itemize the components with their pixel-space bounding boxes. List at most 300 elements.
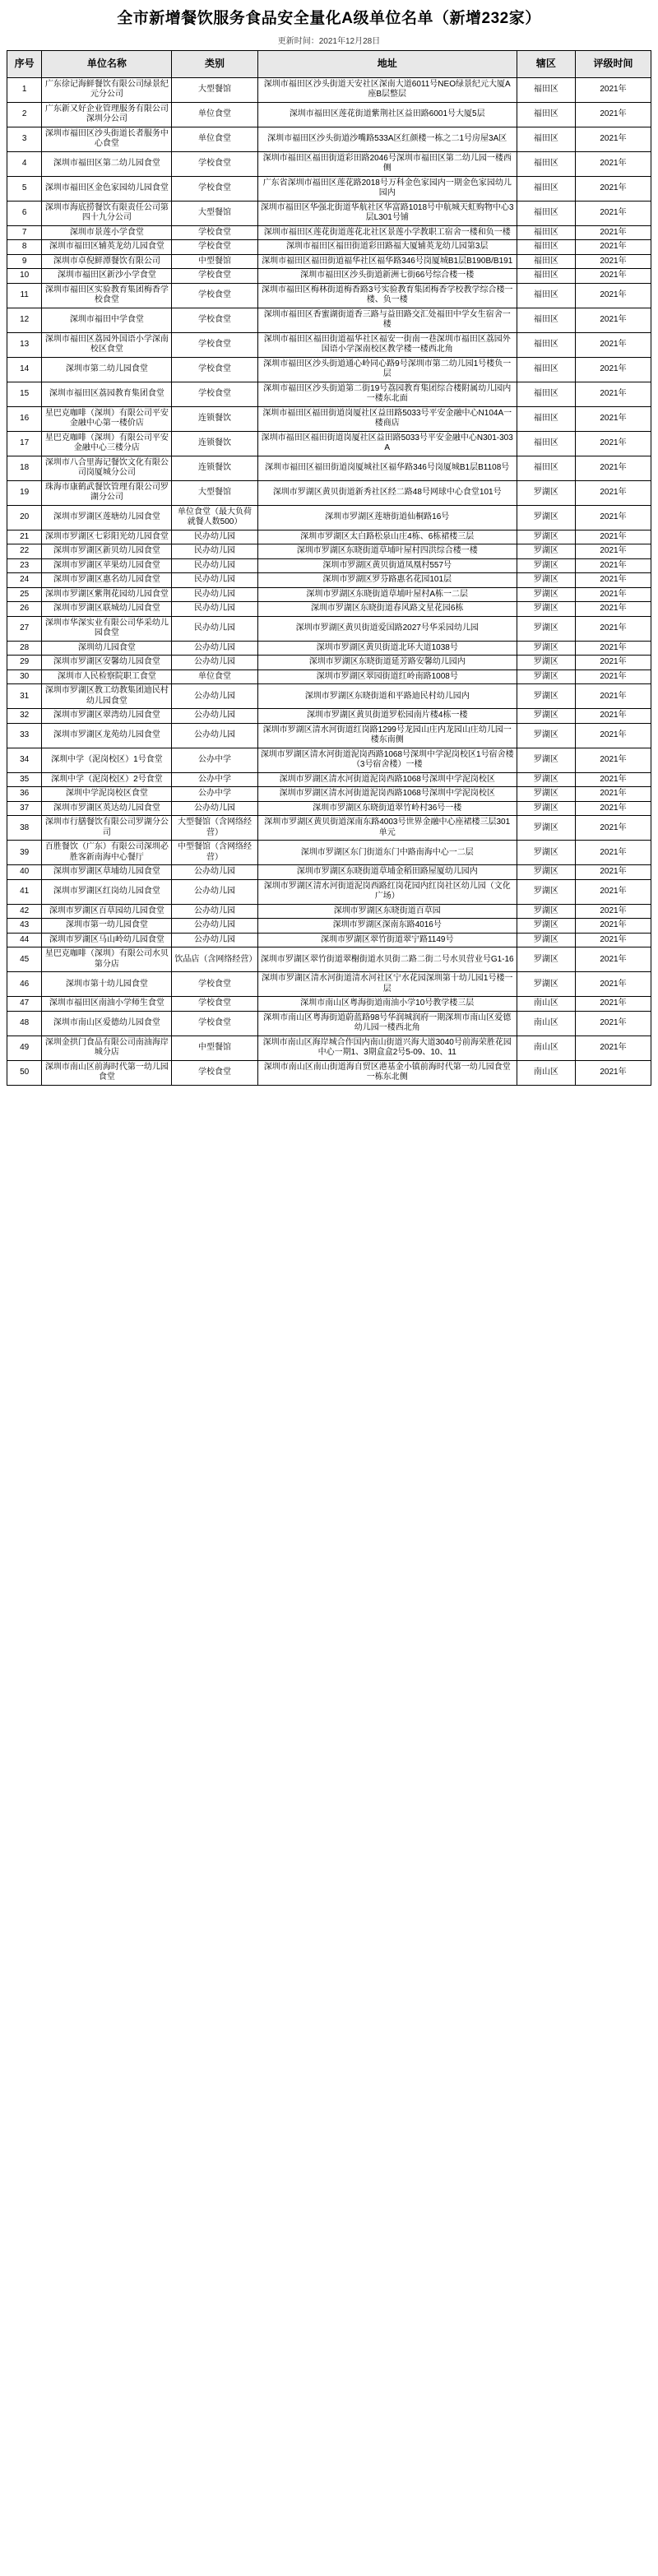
column-header-address: 地址 <box>257 50 517 77</box>
cell-unit-name: 深圳市八合里海记餐饮文化有限公司岗厦城分公司 <box>42 456 172 480</box>
cell-category: 单位食堂 <box>172 102 257 127</box>
cell-rating-time: 2021年 <box>576 573 651 588</box>
cell-index: 15 <box>7 382 42 406</box>
cell-district: 罗湖区 <box>517 505 575 530</box>
cell-index: 26 <box>7 602 42 617</box>
cell-category: 学校食堂 <box>172 283 257 308</box>
table-row <box>7 1060 651 1085</box>
table-row <box>7 1011 651 1035</box>
cell-category: 民办幼儿园 <box>172 573 257 588</box>
cell-address: 深圳市福田区沙头街道通心岭同心路9号深圳市第二幼儿园1号楼负一层 <box>257 357 517 382</box>
cell-rating-time: 2021年 <box>576 947 651 972</box>
cell-category: 公办幼儿园 <box>172 879 257 904</box>
cell-unit-name: 深圳市华深实业有限公司华采幼儿园食堂 <box>42 616 172 641</box>
cell-category: 学校食堂 <box>172 972 257 997</box>
cell-district: 南山区 <box>517 1060 575 1085</box>
units-table <box>7 50 651 1086</box>
cell-index: 17 <box>7 431 42 456</box>
cell-index: 10 <box>7 269 42 284</box>
cell-category: 公办幼儿园 <box>172 684 257 709</box>
cell-rating-time: 2021年 <box>576 176 651 201</box>
cell-address: 深圳市罗湖区翠园街道红岭南路1008号 <box>257 669 517 684</box>
cell-district: 福田区 <box>517 283 575 308</box>
table-row <box>7 357 651 382</box>
cell-address: 深圳市福田区福田街道岗厦社区益田路5033号平安金融中心N301-303A <box>257 431 517 456</box>
cell-category: 学校食堂 <box>172 308 257 332</box>
cell-index: 21 <box>7 530 42 544</box>
cell-address: 深圳市福田区莲花街道莲花北社区景莲小学教职工宿舍一楼和负一楼 <box>257 225 517 240</box>
table-row <box>7 772 651 787</box>
cell-district: 南山区 <box>517 997 575 1012</box>
cell-index: 4 <box>7 151 42 176</box>
cell-rating-time: 2021年 <box>576 102 651 127</box>
cell-address: 深圳市南山区海岸城合作国内南山街道兴海大道3040号前海荣胜花园中心一期1、3期盒盒2号5-09、10、11 <box>257 1035 517 1060</box>
table-row <box>7 530 651 544</box>
cell-category: 公办幼儿园 <box>172 933 257 947</box>
cell-address: 深圳市罗湖区太白路松泉山庄4栋、6栋裙楼三层 <box>257 530 517 544</box>
cell-index: 50 <box>7 1060 42 1085</box>
cell-index: 16 <box>7 406 42 431</box>
table-row <box>7 240 651 255</box>
cell-category: 学校食堂 <box>172 225 257 240</box>
cell-category: 饮品店（含网络经营） <box>172 947 257 972</box>
cell-category: 民办幼儿园 <box>172 544 257 559</box>
cell-rating-time: 2021年 <box>576 225 651 240</box>
cell-district: 罗湖区 <box>517 544 575 559</box>
cell-index: 48 <box>7 1011 42 1035</box>
cell-district: 罗湖区 <box>517 530 575 544</box>
cell-address: 深圳市罗湖区清水河街道泥岗西路红岗花园内红岗社区幼儿园（文化广场） <box>257 879 517 904</box>
cell-unit-name: 深圳中学（泥岗校区）2号食堂 <box>42 772 172 787</box>
table-row <box>7 947 651 972</box>
cell-district: 福田区 <box>517 201 575 225</box>
cell-category: 公办幼儿园 <box>172 709 257 724</box>
cell-rating-time: 2021年 <box>576 1060 651 1085</box>
cell-category: 中型餐馆（含网络经营） <box>172 841 257 865</box>
cell-district: 福田区 <box>517 254 575 269</box>
cell-address: 深圳市罗湖区黄贝街道爱国路2027号华采园幼儿园 <box>257 616 517 641</box>
cell-district: 罗湖区 <box>517 748 575 772</box>
cell-rating-time: 2021年 <box>576 723 651 748</box>
cell-rating-time: 2021年 <box>576 77 651 102</box>
cell-address: 深圳市福田区沙头街道新洲七街66号综合楼一楼 <box>257 269 517 284</box>
cell-district: 罗湖区 <box>517 933 575 947</box>
cell-address: 广东省深圳市福田区莲花路2018号万科金色家园内一期金色家园幼儿园内 <box>257 176 517 201</box>
cell-district: 福田区 <box>517 357 575 382</box>
table-row <box>7 879 651 904</box>
cell-category: 公办幼儿园 <box>172 801 257 816</box>
cell-address: 深圳市罗湖区清水河街道清水河社区宁水花园深圳第十幼儿园1号楼一层 <box>257 972 517 997</box>
column-header-index: 序号 <box>7 50 42 77</box>
cell-district: 福田区 <box>517 308 575 332</box>
cell-index: 39 <box>7 841 42 865</box>
cell-district: 罗湖区 <box>517 641 575 656</box>
cell-rating-time: 2021年 <box>576 201 651 225</box>
table-row <box>7 919 651 934</box>
cell-district: 罗湖区 <box>517 587 575 602</box>
cell-unit-name: 深圳市海底捞餐饮有限责任公司第四十九分公司 <box>42 201 172 225</box>
table-row <box>7 841 651 865</box>
page-title: 全市新增餐饮服务食品安全量化A级单位名单（新增232家） <box>117 10 541 27</box>
cell-unit-name: 深圳金拱门食品有限公司南油海岸城分店 <box>42 1035 172 1060</box>
cell-category: 学校食堂 <box>172 176 257 201</box>
cell-index: 2 <box>7 102 42 127</box>
cell-unit-name: 深圳市福田中学食堂 <box>42 308 172 332</box>
cell-category: 公办中学 <box>172 772 257 787</box>
cell-unit-name: 深圳市罗湖区联城幼儿园食堂 <box>42 602 172 617</box>
column-header-unitname: 单位名称 <box>42 50 172 77</box>
table-row <box>7 102 651 127</box>
document-page <box>0 0 658 1094</box>
cell-category: 民办幼儿园 <box>172 616 257 641</box>
cell-district: 福田区 <box>517 102 575 127</box>
table-row <box>7 641 651 656</box>
cell-index: 44 <box>7 933 42 947</box>
cell-category: 公办幼儿园 <box>172 656 257 670</box>
cell-unit-name: 深圳市罗湖区英达幼儿园食堂 <box>42 801 172 816</box>
cell-unit-name: 深圳市福田区金色家园幼儿园食堂 <box>42 176 172 201</box>
table-row <box>7 709 651 724</box>
table-row <box>7 573 651 588</box>
cell-address: 深圳市福田区沙头街道天安社区深南大道6011号NEO绿景纪元大厦A座B层整层 <box>257 77 517 102</box>
cell-category: 公办幼儿园 <box>172 904 257 919</box>
cell-rating-time: 2021年 <box>576 431 651 456</box>
cell-index: 46 <box>7 972 42 997</box>
cell-index: 29 <box>7 656 42 670</box>
cell-address: 深圳市罗湖区东门街道东门中路南海中心一二层 <box>257 841 517 865</box>
table-body <box>7 77 651 1085</box>
cell-rating-time: 2021年 <box>576 1035 651 1060</box>
cell-district: 罗湖区 <box>517 879 575 904</box>
cell-rating-time: 2021年 <box>576 269 651 284</box>
cell-address: 深圳市福田区沙头街道第二街19号荔园教育集团综合楼附属幼儿园内一楼东北面 <box>257 382 517 406</box>
cell-rating-time: 2021年 <box>576 602 651 617</box>
cell-unit-name: 深圳市罗湖区惠名幼儿园食堂 <box>42 573 172 588</box>
cell-rating-time: 2021年 <box>576 709 651 724</box>
cell-address: 深圳市福田区福田街道福华社区福华路346号岗厦城B1层B190B/B191 <box>257 254 517 269</box>
cell-address: 深圳市罗湖区黄贝街道罗松园南片楼4栋一楼 <box>257 709 517 724</box>
table-row <box>7 431 651 456</box>
cell-index: 12 <box>7 308 42 332</box>
cell-index: 20 <box>7 505 42 530</box>
cell-address: 深圳市罗湖区清水河街道泥岗西路1068号深圳中学泥岗校区 <box>257 787 517 802</box>
cell-address: 深圳市罗湖区黄贝街道新秀社区经二路48号网球中心食堂101号 <box>257 480 517 505</box>
cell-rating-time: 2021年 <box>576 997 651 1012</box>
cell-index: 34 <box>7 748 42 772</box>
cell-district: 罗湖区 <box>517 573 575 588</box>
cell-category: 公办幼儿园 <box>172 641 257 656</box>
cell-index: 49 <box>7 1035 42 1060</box>
table-row <box>7 723 651 748</box>
cell-unit-name: 深圳市福田区南油小学师生食堂 <box>42 997 172 1012</box>
cell-unit-name: 深圳市福田区荔园教育集团食堂 <box>42 382 172 406</box>
table-row <box>7 332 651 357</box>
cell-index: 40 <box>7 865 42 880</box>
cell-district: 罗湖区 <box>517 772 575 787</box>
cell-index: 33 <box>7 723 42 748</box>
cell-unit-name: 星巴克咖啡（深圳）有限公司平安金融中心三楼分店 <box>42 431 172 456</box>
cell-unit-name: 深圳市福田区新沙小学食堂 <box>42 269 172 284</box>
cell-district: 罗湖区 <box>517 919 575 934</box>
cell-rating-time: 2021年 <box>576 616 651 641</box>
table-row <box>7 684 651 709</box>
cell-address: 深圳市罗湖区东晓街道延芳路安馨幼儿园内 <box>257 656 517 670</box>
cell-unit-name: 广东徐记海鲜餐饮有限公司绿景纪元分公司 <box>42 77 172 102</box>
cell-district: 福田区 <box>517 406 575 431</box>
cell-address: 深圳市福田区华强北街道华航社区华富路1018号中航城天虹购物中心3层L301号铺 <box>257 201 517 225</box>
cell-index: 19 <box>7 480 42 505</box>
cell-rating-time: 2021年 <box>576 151 651 176</box>
cell-unit-name: 星巴克咖啡（深圳）有限公司水贝第分店 <box>42 947 172 972</box>
cell-unit-name: 深圳市罗湖区莲塘幼儿园食堂 <box>42 505 172 530</box>
cell-unit-name: 深圳市罗湖区红岗幼儿园食堂 <box>42 879 172 904</box>
cell-unit-name: 深圳市福田区荔园外国语小学深南校区食堂 <box>42 332 172 357</box>
cell-unit-name: 星巴克咖啡（深圳）有限公司平安金融中心第一楼价店 <box>42 406 172 431</box>
table-row <box>7 904 651 919</box>
cell-index: 3 <box>7 127 42 151</box>
cell-category: 公办幼儿园 <box>172 919 257 934</box>
cell-category: 单位食堂 <box>172 127 257 151</box>
cell-rating-time: 2021年 <box>576 283 651 308</box>
cell-address: 深圳市罗湖区莲塘街道仙桐路16号 <box>257 505 517 530</box>
cell-index: 6 <box>7 201 42 225</box>
cell-index: 1 <box>7 77 42 102</box>
cell-index: 24 <box>7 573 42 588</box>
cell-category: 连锁餐饮 <box>172 431 257 456</box>
cell-category: 公办中学 <box>172 748 257 772</box>
cell-category: 学校食堂 <box>172 332 257 357</box>
cell-category: 公办幼儿园 <box>172 865 257 880</box>
cell-address: 深圳市罗湖区黄贝街道北环大道1038号 <box>257 641 517 656</box>
cell-district: 罗湖区 <box>517 709 575 724</box>
table-row <box>7 1035 651 1060</box>
table-row <box>7 456 651 480</box>
cell-rating-time: 2021年 <box>576 816 651 841</box>
cell-rating-time: 2021年 <box>576 1011 651 1035</box>
cell-district: 罗湖区 <box>517 616 575 641</box>
cell-district: 南山区 <box>517 1035 575 1060</box>
cell-index: 9 <box>7 254 42 269</box>
cell-rating-time: 2021年 <box>576 879 651 904</box>
cell-unit-name: 深圳市罗湖区新贝幼儿园食堂 <box>42 544 172 559</box>
cell-unit-name: 深圳市人民检察院职工食堂 <box>42 669 172 684</box>
cell-district: 罗湖区 <box>517 656 575 670</box>
cell-address: 深圳市福田区福田街道岗厦城社区福华路346号岗厦城B1层B1108号 <box>257 456 517 480</box>
cell-address: 深圳市罗湖区东晓街道草埔叶屋村A栋一二层 <box>257 587 517 602</box>
cell-rating-time: 2021年 <box>576 904 651 919</box>
cell-address: 深圳市福田区梅林街道梅香路3号实验教育集团梅香学校教学综合楼一楼、负一楼 <box>257 283 517 308</box>
table-row <box>7 748 651 772</box>
cell-rating-time: 2021年 <box>576 505 651 530</box>
table-row <box>7 972 651 997</box>
cell-index: 27 <box>7 616 42 641</box>
cell-index: 37 <box>7 801 42 816</box>
cell-category: 民办幼儿园 <box>172 530 257 544</box>
cell-category: 大型餐馆 <box>172 480 257 505</box>
cell-index: 11 <box>7 283 42 308</box>
table-row <box>7 801 651 816</box>
table-row <box>7 201 651 225</box>
cell-rating-time: 2021年 <box>576 240 651 255</box>
cell-unit-name: 深圳市南山区爱德幼儿园食堂 <box>42 1011 172 1035</box>
cell-rating-time: 2021年 <box>576 772 651 787</box>
cell-unit-name: 深圳市南山区前海时代第一幼儿园食堂 <box>42 1060 172 1085</box>
cell-index: 22 <box>7 544 42 559</box>
cell-rating-time: 2021年 <box>576 406 651 431</box>
cell-address: 深圳市罗湖区东晓街道和平路迪民村幼儿园内 <box>257 684 517 709</box>
table-header <box>7 50 651 77</box>
cell-unit-name: 深圳市罗湖区七彩阳光幼儿园食堂 <box>42 530 172 544</box>
cell-rating-time: 2021年 <box>576 254 651 269</box>
cell-district: 罗湖区 <box>517 904 575 919</box>
cell-index: 47 <box>7 997 42 1012</box>
cell-district: 罗湖区 <box>517 865 575 880</box>
cell-category: 公办中学 <box>172 787 257 802</box>
cell-address: 深圳市南山区粤海街道蔚蓝路98号华润城润府一期深圳市南山区爱德幼儿园一楼西北角 <box>257 1011 517 1035</box>
cell-category: 大型餐馆 <box>172 201 257 225</box>
cell-district: 南山区 <box>517 1011 575 1035</box>
cell-address: 深圳市罗湖区东晓街道草埔金稻田路屋厦幼儿园内 <box>257 865 517 880</box>
cell-rating-time: 2021年 <box>576 530 651 544</box>
cell-unit-name: 深圳市罗湖区草埔幼儿园食堂 <box>42 865 172 880</box>
cell-address: 深圳市罗湖区东晓街道百草园 <box>257 904 517 919</box>
cell-index: 32 <box>7 709 42 724</box>
cell-unit-name: 深圳市罗湖区龙苑幼儿园食堂 <box>42 723 172 748</box>
cell-index: 8 <box>7 240 42 255</box>
cell-category: 学校食堂 <box>172 382 257 406</box>
cell-rating-time: 2021年 <box>576 587 651 602</box>
table-row <box>7 602 651 617</box>
cell-address: 深圳市罗湖区清水河街道泥岗西路1068号深圳中学泥岗校区1号宿舍楼（3号宿舍楼）一楼 <box>257 748 517 772</box>
cell-category: 民办幼儿园 <box>172 587 257 602</box>
cell-index: 43 <box>7 919 42 934</box>
cell-unit-name: 广东新又好企业管理服务有限公司深圳分公司 <box>42 102 172 127</box>
cell-unit-name: 深圳市罗湖区百草园幼儿园食堂 <box>42 904 172 919</box>
cell-unit-name: 深圳市福田区实验教育集团梅香学校食堂 <box>42 283 172 308</box>
cell-address: 深圳市罗湖区罗芬路惠名花园101层 <box>257 573 517 588</box>
cell-district: 福田区 <box>517 431 575 456</box>
cell-rating-time: 2021年 <box>576 456 651 480</box>
cell-category: 单位食堂（最大负荷就餐人数500） <box>172 505 257 530</box>
table-row <box>7 865 651 880</box>
cell-unit-name: 深圳市罗湖区教工幼教集团迪民村幼儿园食堂 <box>42 684 172 709</box>
table-row <box>7 254 651 269</box>
cell-district: 福田区 <box>517 456 575 480</box>
cell-unit-name: 深圳市第一幼儿园食堂 <box>42 919 172 934</box>
cell-index: 14 <box>7 357 42 382</box>
cell-district: 罗湖区 <box>517 801 575 816</box>
cell-district: 罗湖区 <box>517 816 575 841</box>
cell-category: 民办幼儿园 <box>172 602 257 617</box>
cell-address: 深圳市罗湖区东晓街道草埔叶屋村四洪综合楼一楼 <box>257 544 517 559</box>
cell-rating-time: 2021年 <box>576 684 651 709</box>
cell-address: 深圳市南山区粤海街道南油小学10号教学楼三层 <box>257 997 517 1012</box>
table-row <box>7 616 651 641</box>
cell-category: 公办幼儿园 <box>172 723 257 748</box>
cell-unit-name: 深圳中学泥岗校区食堂 <box>42 787 172 802</box>
cell-rating-time: 2021年 <box>576 919 651 934</box>
cell-unit-name: 深圳市福田区沙头街道长者服务中心食堂 <box>42 127 172 151</box>
cell-district: 福田区 <box>517 225 575 240</box>
cell-district: 罗湖区 <box>517 841 575 865</box>
cell-index: 23 <box>7 558 42 573</box>
cell-category: 连锁餐饮 <box>172 456 257 480</box>
cell-rating-time: 2021年 <box>576 641 651 656</box>
table-row <box>7 151 651 176</box>
cell-index: 45 <box>7 947 42 972</box>
cell-address: 深圳市罗湖区黄贝街道深南东路4003号世界金融中心座裙楼三层301单元 <box>257 816 517 841</box>
cell-address: 深圳市福田区沙头街道沙嘴路533A区红颜楼一栋之二1号房屋3A区 <box>257 127 517 151</box>
cell-rating-time: 2021年 <box>576 972 651 997</box>
cell-address: 深圳市罗湖区翠竹街道翠宁路1149号 <box>257 933 517 947</box>
column-header-district: 辖区 <box>517 50 575 77</box>
table-row <box>7 382 651 406</box>
cell-unit-name: 深圳中学（泥岗校区）1号食堂 <box>42 748 172 772</box>
cell-rating-time: 2021年 <box>576 357 651 382</box>
table-row <box>7 587 651 602</box>
cell-district: 罗湖区 <box>517 787 575 802</box>
cell-district: 福田区 <box>517 77 575 102</box>
column-header-ratingtime: 评级时间 <box>576 50 651 77</box>
cell-rating-time: 2021年 <box>576 933 651 947</box>
cell-rating-time: 2021年 <box>576 841 651 865</box>
column-header-category: 类别 <box>172 50 257 77</box>
cell-rating-time: 2021年 <box>576 801 651 816</box>
update-time: 更新时间：2021年12月28日 <box>277 36 381 46</box>
cell-address: 深圳市福田区福田街道彩田路2046号深圳市福田区第二幼儿园一楼西侧 <box>257 151 517 176</box>
table-row <box>7 225 651 240</box>
cell-rating-time: 2021年 <box>576 669 651 684</box>
cell-category: 学校食堂 <box>172 997 257 1012</box>
cell-index: 31 <box>7 684 42 709</box>
table-row <box>7 656 651 670</box>
cell-district: 福田区 <box>517 332 575 357</box>
cell-district: 罗湖区 <box>517 602 575 617</box>
table-row <box>7 558 651 573</box>
cell-index: 41 <box>7 879 42 904</box>
cell-address: 深圳市罗湖区东晓街道翠竹岭村36号一楼 <box>257 801 517 816</box>
cell-district: 福田区 <box>517 240 575 255</box>
table-row <box>7 269 651 284</box>
cell-unit-name: 深圳市罗湖区翠湾幼儿园食堂 <box>42 709 172 724</box>
table-header-row <box>7 50 651 77</box>
cell-district: 福田区 <box>517 382 575 406</box>
table-row <box>7 787 651 802</box>
cell-category: 中型餐馆 <box>172 1035 257 1060</box>
cell-district: 福田区 <box>517 269 575 284</box>
cell-address: 深圳市罗湖区深南东路4016号 <box>257 919 517 934</box>
table-row <box>7 308 651 332</box>
cell-category: 学校食堂 <box>172 357 257 382</box>
cell-rating-time: 2021年 <box>576 382 651 406</box>
cell-address: 深圳市罗湖区黄贝街道凤凰村557号 <box>257 558 517 573</box>
cell-index: 7 <box>7 225 42 240</box>
cell-unit-name: 深圳市卓倪鲜潭餐饮有限公司 <box>42 254 172 269</box>
table-row <box>7 669 651 684</box>
cell-index: 13 <box>7 332 42 357</box>
cell-rating-time: 2021年 <box>576 308 651 332</box>
cell-index: 38 <box>7 816 42 841</box>
cell-unit-name: 深圳市景莲小学食堂 <box>42 225 172 240</box>
cell-district: 福田区 <box>517 127 575 151</box>
cell-index: 35 <box>7 772 42 787</box>
cell-address: 深圳市福田区香蜜湖街道香三路与益田路交汇处福田中学女生宿舍一楼 <box>257 308 517 332</box>
cell-rating-time: 2021年 <box>576 332 651 357</box>
table-row <box>7 406 651 431</box>
cell-district: 罗湖区 <box>517 972 575 997</box>
table-row <box>7 480 651 505</box>
cell-category: 大型餐馆 <box>172 77 257 102</box>
